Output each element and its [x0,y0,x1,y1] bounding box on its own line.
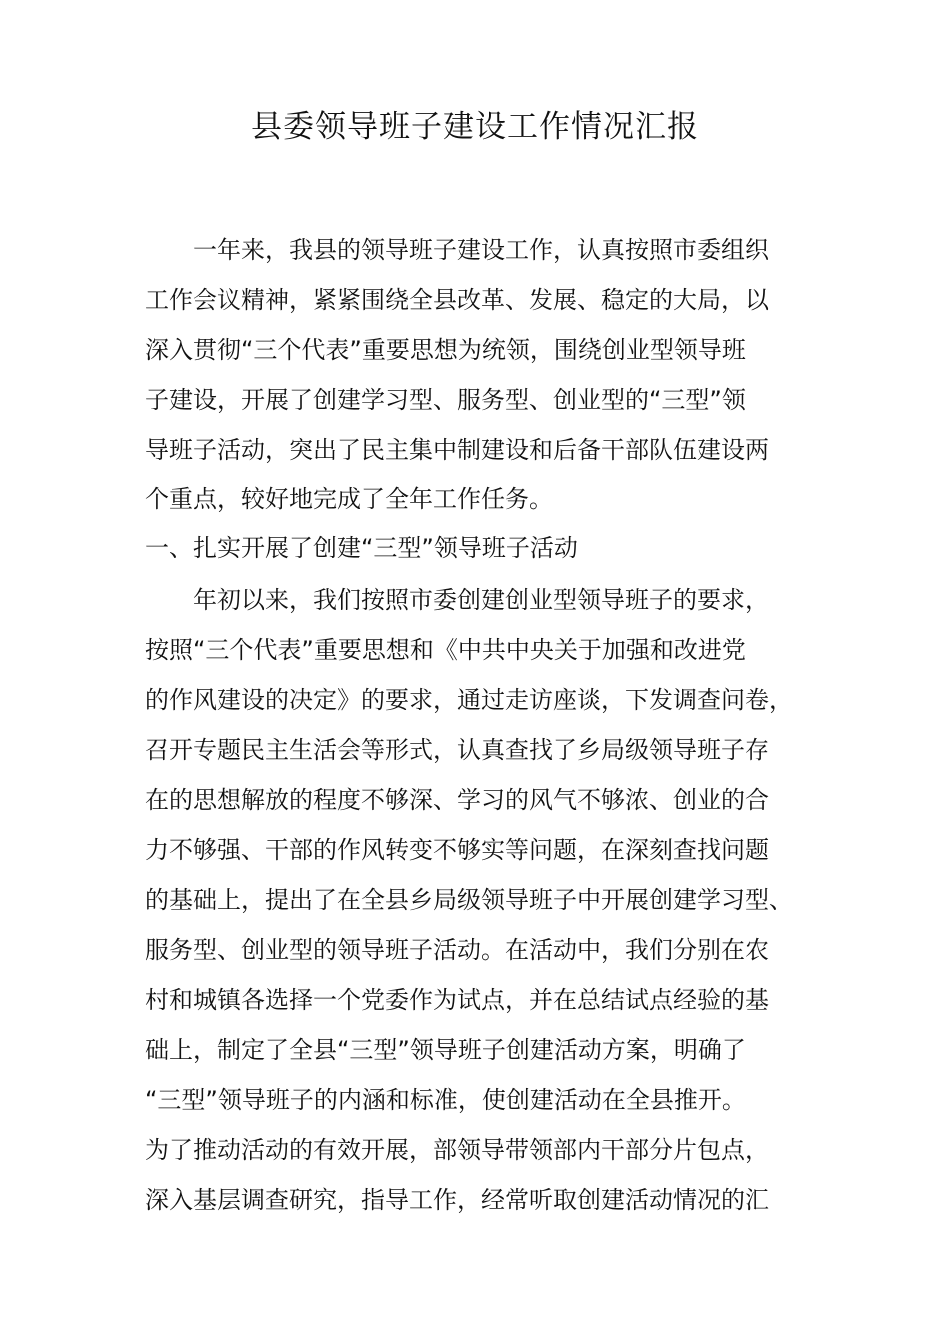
section-heading: 一、扎实开展了创建“三型”领导班子活动 [145,534,578,562]
paragraph-line: 力不够强、干部的作风转变不够实等问题，在深刻查找问题 [145,836,769,864]
paragraph-line: 一年来，我县的领导班子建设工作，认真按照市委组织 [193,236,769,264]
paragraph-line: 按照“三个代表”重要思想和《中共中央关于加强和改进党 [145,636,746,664]
paragraph-line: 个重点，较好地完成了全年工作任务。 [145,485,553,513]
paragraph-line: 础上，制定了全县“三型”领导班子创建活动方案，明确了 [145,1036,746,1064]
paragraph-line: 为了推动活动的有效开展，部领导带领部内干部分片包点， [145,1136,769,1164]
paragraph-line: 在的思想解放的程度不够深、学习的风气不够浓、创业的合 [145,786,769,814]
paragraph-line: 服务型、创业型的领导班子活动。在活动中，我们分别在农 [145,936,769,964]
paragraph-line: 深入基层调查研究，指导工作，经常听取创建活动情况的汇 [145,1186,769,1214]
paragraph-line: 年初以来，我们按照市委创建创业型领导班子的要求， [193,586,769,614]
paragraph-line: 工作会议精神，紧紧围绕全县改革、发展、稳定的大局，以 [145,286,769,314]
paragraph-line: 召开专题民主生活会等形式，认真查找了乡局级领导班子存 [145,736,769,764]
paragraph-line: 子建设，开展了创建学习型、服务型、创业型的“三型”领 [145,386,746,414]
document-title: 县委领导班子建设工作情况汇报 [251,109,699,145]
paragraph-line: 深入贯彻“三个代表”重要思想为统领，围绕创业型领导班 [145,336,746,364]
paragraph-line: 的基础上，提出了在全县乡局级领导班子中开展创建学习型、 [145,886,793,914]
paragraph-line: 村和城镇各选择一个党委作为试点，并在总结试点经验的基 [145,986,769,1014]
paragraph-line: 导班子活动，突出了民主集中制建设和后备干部队伍建设两 [145,436,769,464]
paragraph-line: 的作风建设的决定》的要求，通过走访座谈，下发调查问卷， [145,686,793,714]
paragraph-line: “三型”领导班子的内涵和标准，使创建活动在全县推开。 [145,1086,746,1114]
